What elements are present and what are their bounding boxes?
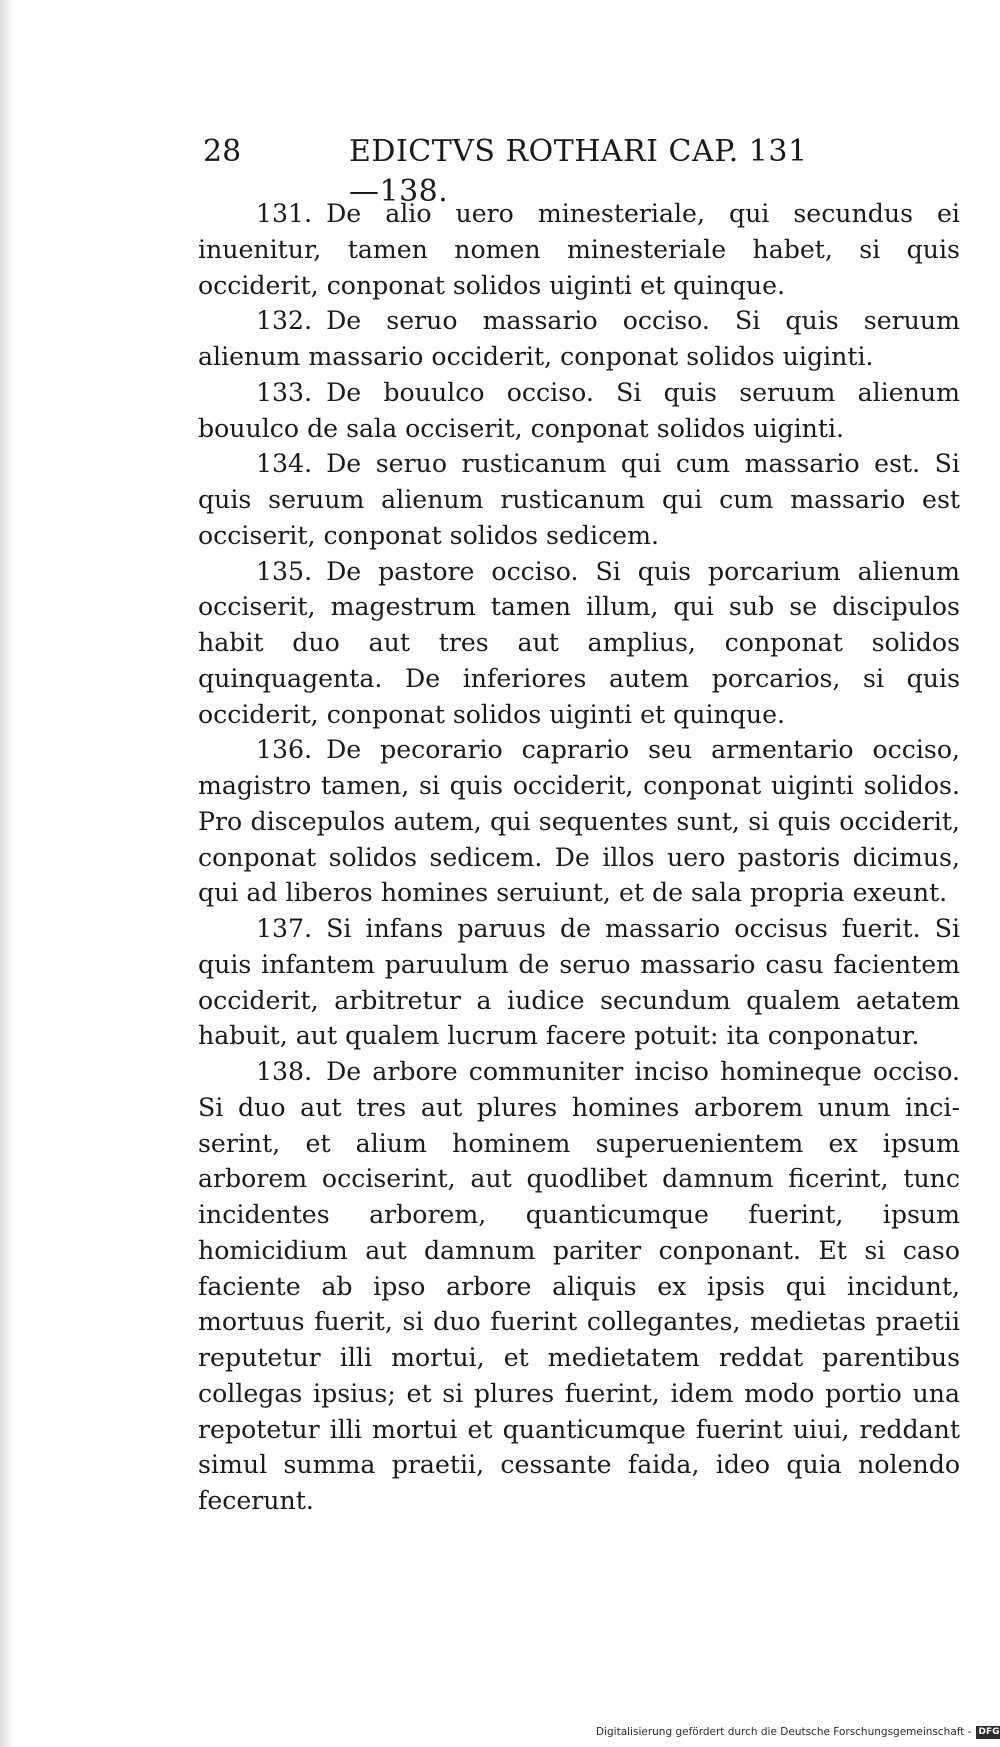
digitization-credit — [596, 1724, 1000, 1740]
chapter-text: De arbore communiter inciso homineque occiso. Si duo aut tres aut plures homines arborem unum inciserint, et alium hominem superuenientem ex ipsum arborem occiserint, aut quodlibet damnum ficerint, tunc incidentes arborem, quanticumque fuerint, ipsum homicidium aut damnum pariter conponant. Et si caso faciente ab ipso arbore aliquis ex ipsis qui incidunt, mortuus fuerit, si duo fuerint collegantes, medietas praetii reputetur illi mortui, et medietatem reddat parentibus collegas ipsius; et si plures fuerint, idem modo portio una repotetur illi mortui et quanticumque fuerint uiui, reddant simul summa praetii, cessante faida, ideo quia nolendo fecerunt. — [198, 1057, 960, 1515]
running-title: EDICTVS ROTHARI CAP. 131—138. — [349, 134, 808, 209]
chapter-138 — [198, 1054, 960, 1519]
chapter-132 — [198, 303, 960, 375]
chapter-number: 138. — [256, 1057, 313, 1086]
chapter-135 — [198, 554, 960, 733]
chapter-text: De seruo rusticanum qui cum massario est. Si quis seruum alienum rusticanum qui cum massario est occiserit, conponat solidos sedicem. — [198, 449, 960, 550]
chapter-text: Si infans paruus de massario occisus fuerit. Si quis infantem paruulum de seruo massario casu facientem occiderit, arbitretur a iudice secundum qualem aetatem habuit, aut qualem lucrum facere potuit: ita conponatur. — [198, 914, 960, 1051]
chapter-text: De pecorario caprario seu armentario occiso, magistro tamen, si quis occiderit, conponat uiginti solidos. Pro discepulos autem, qui sequentes sunt, si quis occiderit, conponat solidos sedicem. De illos uero pastoris dicimus, qui ad liberos homines seruiunt, et de sala propria exeunt. — [198, 735, 960, 908]
chapter-number: 136. — [256, 735, 313, 765]
page-edge-shadow — [0, 0, 14, 1747]
chapter-text: De bouulco occiso. Si quis seruum alienum bouulco de sala occiserit, conponat solidos uiginti. — [198, 377, 960, 443]
chapter-number: 131. — [256, 199, 313, 228]
chapter-text: De seruo massario occiso. Si quis seruum alienum massario occiderit, conponat solidos uiginti. — [198, 306, 960, 371]
chapter-number: 134. — [256, 449, 313, 479]
chapter-number: 133. — [256, 377, 313, 407]
chapter-137 — [198, 911, 960, 1054]
chapter-134 — [198, 446, 960, 553]
chapter-number: 132. — [256, 306, 313, 336]
chapter-number: 137. — [256, 914, 313, 943]
chapter-number: 135. — [256, 556, 313, 586]
chapter-text: De pastore occiso. Si quis porcarium alienum occiserit, magestrum tamen illum, qui sub se discipulos habit duo aut tres aut amplius, conponat solidos quinquagenta. De inferiores autem porcarios, si quis occiderit, conponat solidos uiginti et quinque. — [198, 556, 960, 729]
running-head — [203, 132, 815, 209]
credit-text: Digitalisierung gefördert durch die Deutsche Forschungsgemeinschaft - — [596, 1726, 972, 1738]
edict-text — [198, 196, 960, 1519]
chapter-133 — [198, 375, 960, 447]
chapter-131 — [198, 196, 960, 303]
page-number: 28 — [203, 134, 242, 169]
dfg-logo: DFG — [976, 1726, 1000, 1739]
chapter-text: De alio uero minesteriale, qui secundus ei inuenitur, tamen nomen minesteriale habet, si quis occiderit, conponat solidos uiginti et quinque. — [198, 199, 960, 300]
chapter-136 — [198, 732, 960, 911]
